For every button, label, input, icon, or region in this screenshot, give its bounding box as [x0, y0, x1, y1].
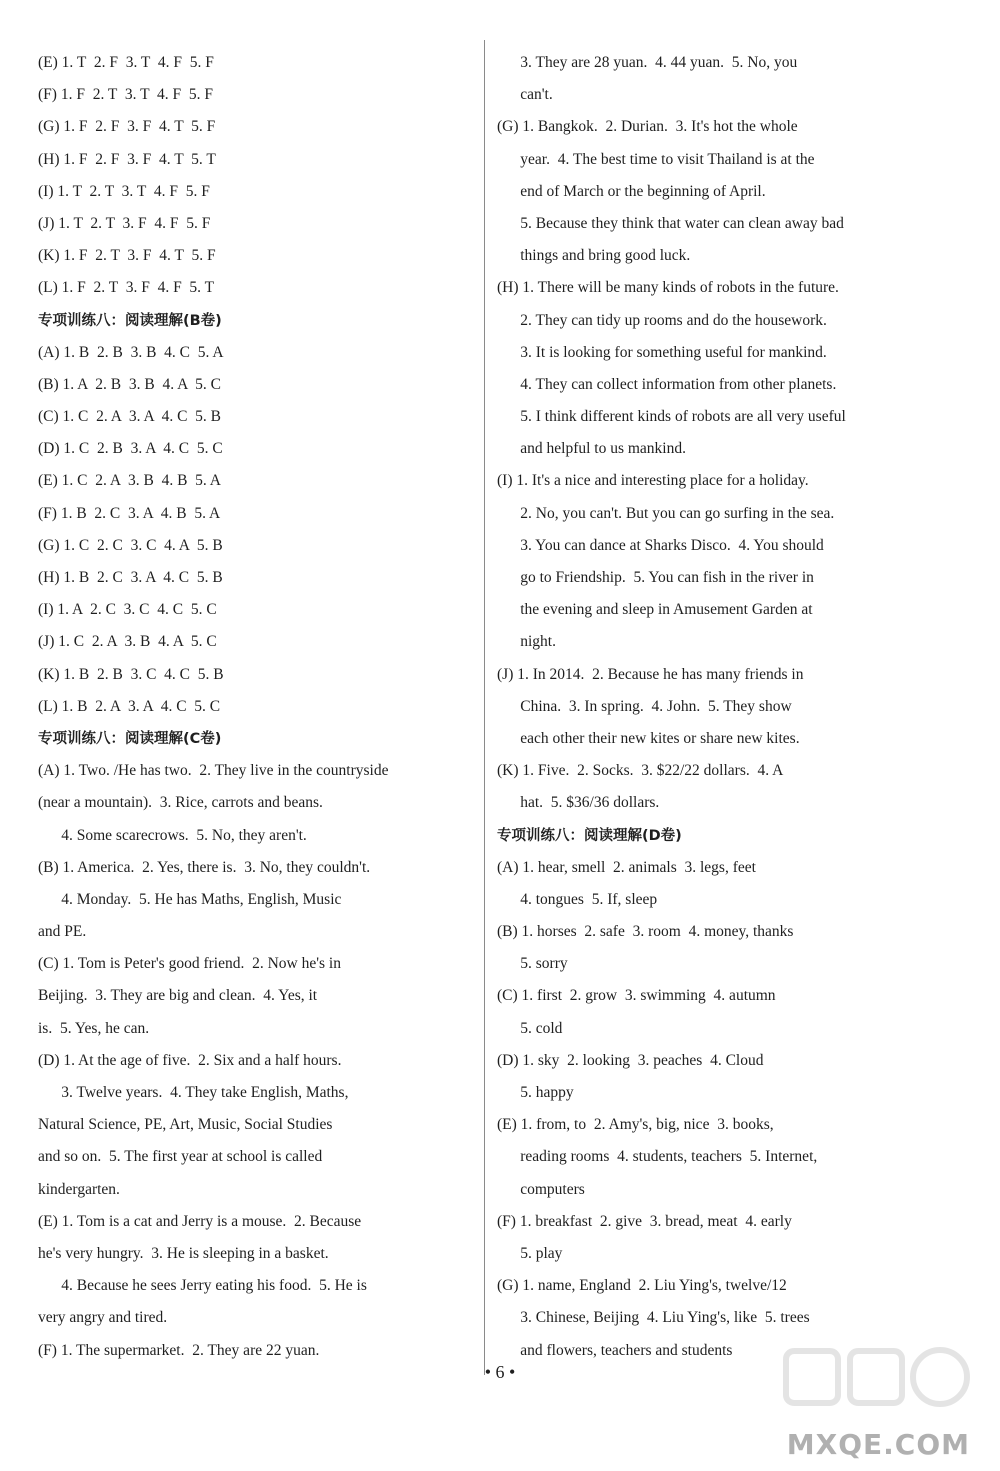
answer-line: (L) 1. B 2. A 3. A 4. C 5. C	[38, 697, 221, 715]
answer-line: he's very hungry. 3. He is sleeping in a basket.	[38, 1244, 329, 1262]
answer-line: reading rooms 4. students, teachers 5. Internet,	[497, 1148, 818, 1166]
answer-line: 3. They are 28 yuan. 4. 44 yuan. 5. No, you	[497, 54, 798, 71]
answer-line: (near a mountain). 3. Rice, carrots and beans.	[38, 794, 323, 812]
answer-line: (G) 1. F 2. F 3. F 4. T 5. F	[38, 118, 216, 136]
answer-line: (G) 1. name, England 2. Liu Ying's, twelve/12	[497, 1277, 787, 1295]
answer-line: China. 3. In spring. 4. John. 5. They show	[497, 697, 792, 715]
answer-line: (J) 1. C 2. A 3. B 4. A 5. C	[38, 633, 217, 651]
answer-line: (H) 1. F 2. F 3. F 4. T 5. T	[38, 150, 216, 168]
answer-line: (B) 1. America. 2. Yes, there is. 3. No, they couldn't.	[38, 858, 371, 876]
answer-line: computers	[497, 1180, 585, 1198]
left-column	[38, 47, 470, 1367]
answer-line: 3. You can dance at Sharks Disco. 4. You should	[497, 536, 824, 554]
answer-line: 4. Monday. 5. He has Maths, English, Music	[38, 890, 342, 908]
answer-line: (I) 1. It's a nice and interesting place for a holiday.	[497, 472, 809, 490]
answer-line: (H) 1. There will be many kinds of robots in the future.	[497, 279, 839, 297]
answer-line: (J) 1. T 2. T 3. F 4. F 5. F	[38, 214, 211, 232]
answer-line: is. 5. Yes, he can.	[38, 1019, 150, 1037]
answer-line: and PE.	[38, 923, 87, 941]
answer-line: (E) 1. T 2. F 3. T 4. F 5. F	[38, 54, 214, 71]
answer-line: (B) 1. A 2. B 3. B 4. A 5. C	[38, 375, 222, 393]
answer-line: end of March or the beginning of April.	[497, 182, 766, 200]
answer-line: (G) 1. Bangkok. 2. Durian. 3. It's hot the whole	[497, 118, 798, 136]
answer-line: 5. happy	[497, 1084, 574, 1101]
column-divider	[484, 40, 485, 1375]
section-heading: 专项训练八：阅读理解(B卷)	[38, 312, 222, 329]
page-number: • 6 •	[484, 1362, 516, 1382]
answer-line: and so on. 5. The first year at school is called	[38, 1148, 323, 1166]
answer-line: (H) 1. B 2. C 3. A 4. C 5. B	[38, 569, 223, 586]
answer-line: (F) 1. B 2. C 3. A 4. B 5. A	[38, 504, 221, 522]
answer-line: (A) 1. B 2. B 3. B 4. C 5. A	[38, 343, 224, 361]
answer-line: and helpful to us mankind.	[497, 440, 686, 458]
answer-line: (D) 1. At the age of five. 2. Six and a half hours.	[38, 1051, 342, 1069]
answer-line: go to Friendship. 5. You can fish in the river in	[497, 569, 814, 586]
answer-line: (I) 1. A 2. C 3. C 4. C 5. C	[38, 601, 217, 619]
answer-line: 2. They can tidy up rooms and do the housework.	[497, 311, 827, 329]
answer-line: (C) 1. C 2. A 3. A 4. C 5. B	[38, 408, 222, 426]
answer-line: (F) 1. F 2. T 3. T 4. F 5. F	[38, 86, 213, 104]
answer-line: and flowers, teachers and students	[497, 1341, 733, 1359]
answer-line: (I) 1. T 2. T 3. T 4. F 5. F	[38, 182, 210, 200]
watermark-text: MXQE.COM	[786, 1428, 970, 1461]
answer-line: Natural Science, PE, Art, Music, Social Studies	[38, 1116, 333, 1134]
answer-line: (A) 1. hear, smell 2. animals 3. legs, feet	[497, 858, 756, 876]
answer-line: (B) 1. horses 2. safe 3. room 4. money, thanks	[497, 923, 794, 941]
answer-line: (K) 1. Five. 2. Socks. 3. $22/22 dollars. 4. A	[497, 762, 784, 780]
answer-line: 2. No, you can't. But you can go surfing in the sea.	[497, 504, 835, 522]
answer-line: hat. 5. $36/36 dollars.	[497, 794, 660, 812]
right-column	[497, 47, 927, 1367]
answer-line: kindergarten.	[38, 1180, 120, 1198]
answer-line: (F) 1. breakfast 2. give 3. bread, meat 4. early	[497, 1212, 792, 1230]
answer-line: (F) 1. The supermarket. 2. They are 22 yuan.	[38, 1341, 320, 1359]
answer-line: (D) 1. C 2. B 3. A 4. C 5. C	[38, 440, 223, 458]
answer-line: (A) 1. Two. /He has two. 2. They live in the countryside	[38, 762, 389, 780]
answer-line: (G) 1. C 2. C 3. C 4. A 5. B	[38, 536, 223, 554]
answer-line: can't.	[497, 86, 553, 104]
answer-line: each other their new kites or share new kites.	[497, 729, 800, 747]
answer-line: 4. Some scarecrows. 5. No, they aren't.	[38, 826, 307, 844]
answer-line: 5. I think different kinds of robots are all very useful	[497, 408, 846, 426]
answer-line: night.	[497, 633, 556, 651]
answer-line: (E) 1. from, to 2. Amy's, big, nice 3. books,	[497, 1116, 774, 1134]
answer-line: 3. Twelve years. 4. They take English, Maths,	[38, 1084, 349, 1101]
answer-line: year. 4. The best time to visit Thailand is at the	[497, 150, 815, 168]
answer-line: (L) 1. F 2. T 3. F 4. F 5. T	[38, 279, 215, 297]
section-heading: 专项训练八：阅读理解(D卷)	[497, 827, 682, 844]
answer-line: 4. tongues 5. If, sleep	[497, 890, 658, 908]
answer-line: (J) 1. In 2014. 2. Because he has many friends in	[497, 665, 804, 683]
answer-line: things and bring good luck.	[497, 247, 691, 265]
answer-line: (E) 1. C 2. A 3. B 4. B 5. A	[38, 472, 222, 490]
answer-line: 3. It is looking for something useful for mankind.	[497, 343, 827, 361]
section-heading: 专项训练八：阅读理解(C卷)	[38, 730, 222, 747]
answer-line: (K) 1. B 2. B 3. C 4. C 5. B	[38, 665, 224, 683]
answer-line: 5. sorry	[497, 955, 568, 973]
answer-line: 5. cold	[497, 1019, 563, 1037]
answer-line: 3. Chinese, Beijing 4. Liu Ying's, like 5. trees	[497, 1309, 810, 1327]
answer-line: the evening and sleep in Amusement Garden at	[497, 601, 813, 619]
answer-line: 4. They can collect information from other planets.	[497, 375, 837, 393]
answer-line: (E) 1. Tom is a cat and Jerry is a mouse. 2. Because	[38, 1212, 362, 1230]
answer-line: Beijing. 3. They are big and clean. 4. Yes, it	[38, 987, 318, 1005]
answer-line: (D) 1. sky 2. looking 3. peaches 4. Cloud	[497, 1051, 764, 1069]
answer-line: 5. Because they think that water can clean away bad	[497, 214, 844, 232]
answer-line: (C) 1. first 2. grow 3. swimming 4. autumn	[497, 987, 776, 1005]
answer-line: very angry and tired.	[38, 1309, 168, 1327]
answer-line: 5. play	[497, 1244, 563, 1262]
answer-line: (K) 1. F 2. T 3. F 4. T 5. F	[38, 247, 216, 265]
answer-line: (C) 1. Tom is Peter's good friend. 2. Now he's in	[38, 955, 341, 973]
answer-line: 4. Because he sees Jerry eating his food. 5. He is	[38, 1277, 367, 1295]
